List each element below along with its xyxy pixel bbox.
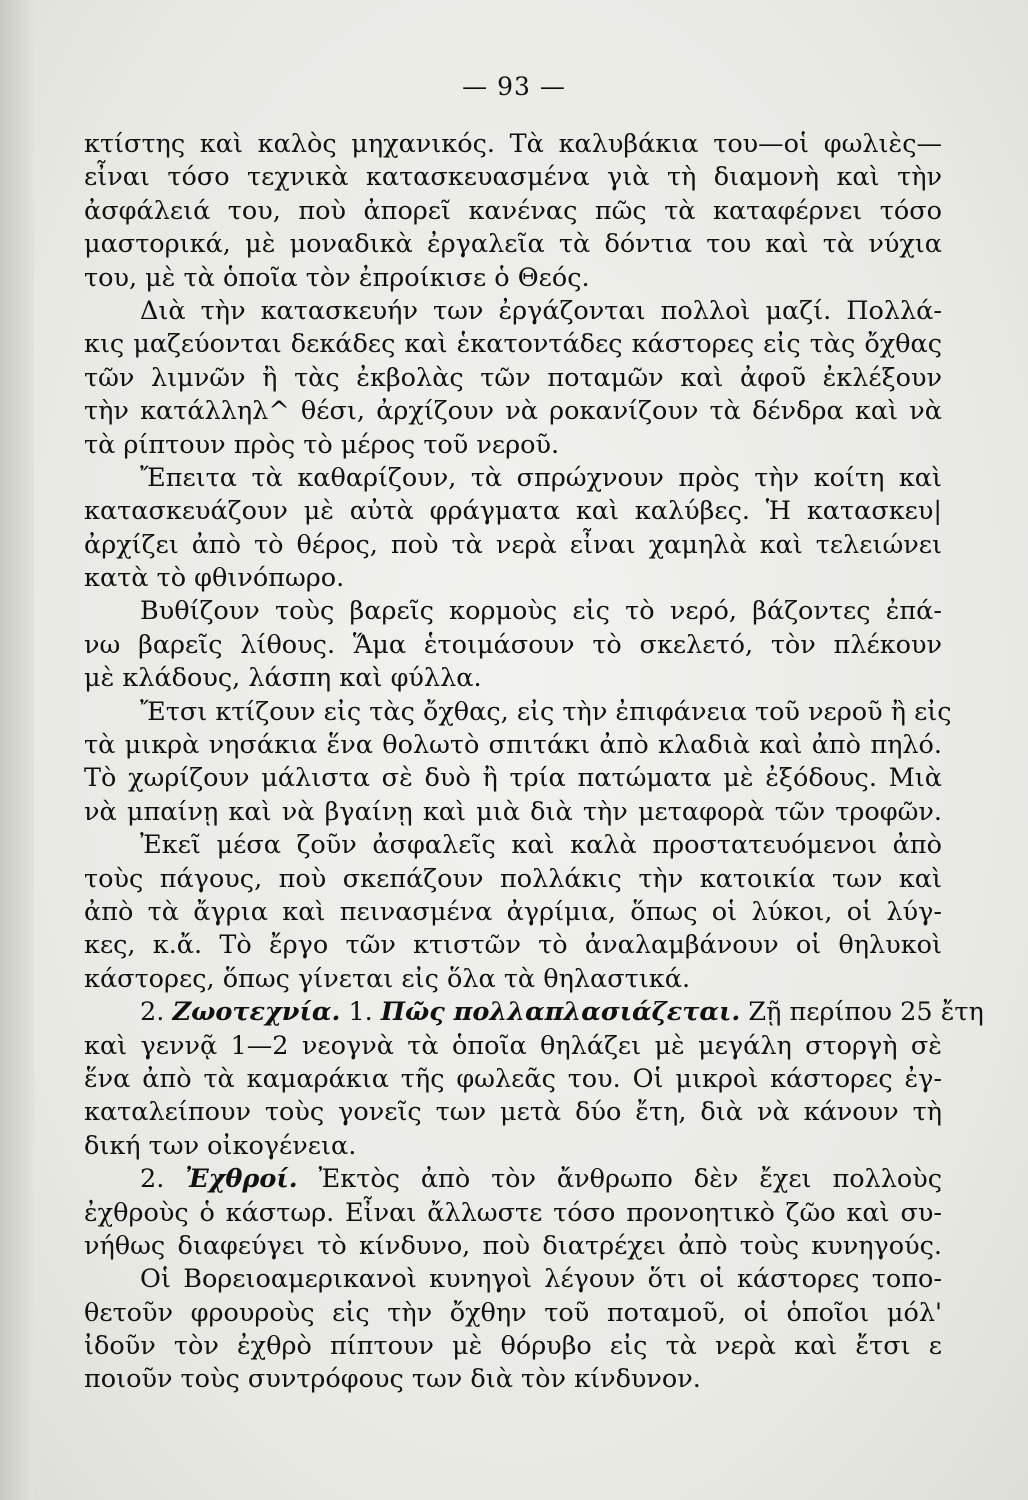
text-line: κάστορες, ὅπως γίνεται εἰς ὅλα τὰ θηλαστικά. (84, 963, 691, 994)
text-line: μὲ κλάδους, λάσπη καὶ φύλλα. (84, 663, 482, 694)
text-line: τὴν κατάλληλ^ θέσι, ἀρχίζουν νὰ ροκανίζουν τὰ δένδρα καὶ νὰ (84, 396, 942, 427)
section-number: 2. (140, 997, 165, 1028)
text-line: Τὸ χωρίζουν μάλιστα σὲ δυὸ ἢ τρία πατώματα μὲ ἐξόδους. Μιὰ (84, 763, 942, 794)
text-line: Διὰ τὴν κατασκευήν των ἐργάζονται πολλοὶ μαζί. Πολλά- (140, 295, 942, 326)
text-line: νὰ μπαίνῃ καὶ νὰ βγαίνῃ καὶ μιὰ διὰ τὴν μεταφορὰ τῶν τροφῶν. (84, 796, 942, 827)
text-line: τὰ ρίπτουν πρὸς τὸ μέρος τοῦ νεροῦ. (84, 429, 560, 460)
text-line: τὰ μικρὰ νησάκια ἕνα θολωτὸ σπιτάκι ἀπὸ κλαδιὰ καὶ ἀπὸ πηλό. (84, 730, 942, 761)
page-number: — 93 — (462, 72, 566, 101)
text-line: καὶ γεννᾷ 1—2 νεογνὰ τὰ ὁποῖα θηλάζει μὲ μεγάλη στοργὴ σὲ (84, 1030, 942, 1061)
text-line: ποιοῦν τοὺς συντρόφους των διὰ τὸν κίνδυνον. (84, 1364, 701, 1395)
text-line: κις μαζεύονται δεκάδες καὶ ἑκατοντάδες κάστορες εἰς τὰς ὄχθας (84, 329, 942, 360)
text-line: κατασκευάζουν μὲ αὐτὰ φράγματα καὶ καλύβες. Ἡ κατασκευ| (84, 496, 942, 527)
text-line: του, μὲ τὰ ὁποῖα τὸν ἐπροίκισε ὁ Θεός. (84, 262, 590, 293)
subsection-heading: Πῶς πολλαπλασιάζεται. (380, 997, 741, 1028)
text-line: νω βαρεῖς λίθους. Ἅμα ἑτοιμάσουν τὸ σκελετό, τὸν πλέκουν (84, 629, 942, 660)
text-line: ἕνα ἀπὸ τὰ καμαράκια τῆς φωλεᾶς του. Οἱ μικροὶ κάστορες ἐγ- (84, 1063, 942, 1094)
section-text: Ζῇ περίπου 25 ἔτη (748, 997, 984, 1028)
text-line: Ἔτσι κτίζουν εἰς τὰς ὄχθας, εἰς τὴν ἐπιφάνεια τοῦ νεροῦ ἢ εἰς (140, 696, 952, 727)
subsection-number: 1. (348, 997, 373, 1028)
section-echthroi-heading-line (84, 1163, 942, 1196)
section-text: Ἐκτὸς ἀπὸ τὸν ἄνθρωπο δὲν ἔχει πολλοὺς (318, 1164, 943, 1195)
text-line: μαστορικά, μὲ μοναδικὰ ἐργαλεῖα τὰ δόντια του καὶ τὰ νύχια (84, 229, 942, 260)
text-line: νήθως διαφεύγει τὸ κίνδυνο, ποὺ διατρέχει ἀπὸ τοὺς κυνηγούς. (84, 1230, 942, 1261)
section-heading: Ἐχθροί. (185, 1164, 298, 1195)
text-line: Οἱ Βορειοαμερικανοὶ κυνηγοὶ λέγουν ὅτι οἱ κάστορες τοπο- (140, 1264, 942, 1295)
text-line: Ἐκεῖ μέσα ζοῦν ἀσφαλεῖς καὶ καλὰ προστατευόμενοι ἀπὸ (140, 830, 942, 861)
text-line: Βυθίζουν τοὺς βαρεῖς κορμοὺς εἰς τὸ νερό, βάζοντες ἐπά- (140, 596, 942, 627)
text-line: ἐχθροὺς ὁ κάστωρ. Εἶναι ἄλλωστε τόσο προνοητικὸ ζῶο καὶ συ- (84, 1197, 942, 1228)
text-line: κες, κ.ἄ. Τὸ ἔργο τῶν κτιστῶν τὸ ἀναλαμβάνουν οἱ θηλυκοὶ (84, 930, 942, 961)
section-zootechnia-heading-line (84, 996, 984, 1029)
text-line: ἀπὸ τὰ ἄγρια καὶ πεινασμένα ἀγρίμια, ὅπως οἱ λύκοι, οἱ λύγ- (84, 896, 942, 927)
text-line: ἰδοῦν τὸν ἐχθρὸ πίπτουν μὲ θόρυβο εἰς τὰ νερὰ καὶ ἔτσι ε (84, 1331, 942, 1362)
text-line: κτίστης καὶ καλὸς μηχανικός. Τὰ καλυβάκια του—οἱ φωλιὲς— (84, 129, 942, 159)
text-line: Ἔπειτα τὰ καθαρίζουν, τὰ σπρώχνουν πρὸς τὴν κοίτη καὶ (140, 462, 942, 493)
text-line: θετοῦν φρουροὺς εἰς τὴν ὄχθην τοῦ ποταμοῦ, οἱ ὁποῖοι μόλ' (84, 1297, 942, 1328)
text-line: δική των οἰκογένεια. (84, 1130, 357, 1161)
text-line: ἀσφάλειά του, ποὺ ἀπορεῖ κανένας πῶς τὰ καταφέρνει τόσο (84, 195, 942, 226)
text-line: εἶναι τόσο τεχνικὰ κατασκευασμένα γιὰ τὴ διαμονὴ καὶ τὴν (84, 162, 942, 193)
section-number: 2. (140, 1164, 165, 1195)
text-line: ἀρχίζει ἀπὸ τὸ θέρος, ποὺ τὰ νερὰ εἶναι χαμηλὰ καὶ τελειώνει (84, 529, 942, 560)
section-heading: Ζωοτεχνία. (172, 997, 341, 1028)
page-binding-edge (0, 0, 34, 1500)
text-line: τοὺς πάγους, ποὺ σκεπάζουν πολλάκις τὴν κατοικία των καὶ (84, 863, 942, 894)
text-line: καταλείπουν τοὺς γονεῖς των μετὰ δύο ἔτη, διὰ νὰ κάνουν τὴ (84, 1097, 942, 1128)
body-text (84, 128, 984, 1397)
text-line: κατὰ τὸ φθινόπωρο. (84, 563, 345, 594)
text-line: τῶν λιμνῶν ἢ τὰς ἐκβολὰς τῶν ποταμῶν καὶ ἀφοῦ ἐκλέξουν (84, 362, 942, 393)
